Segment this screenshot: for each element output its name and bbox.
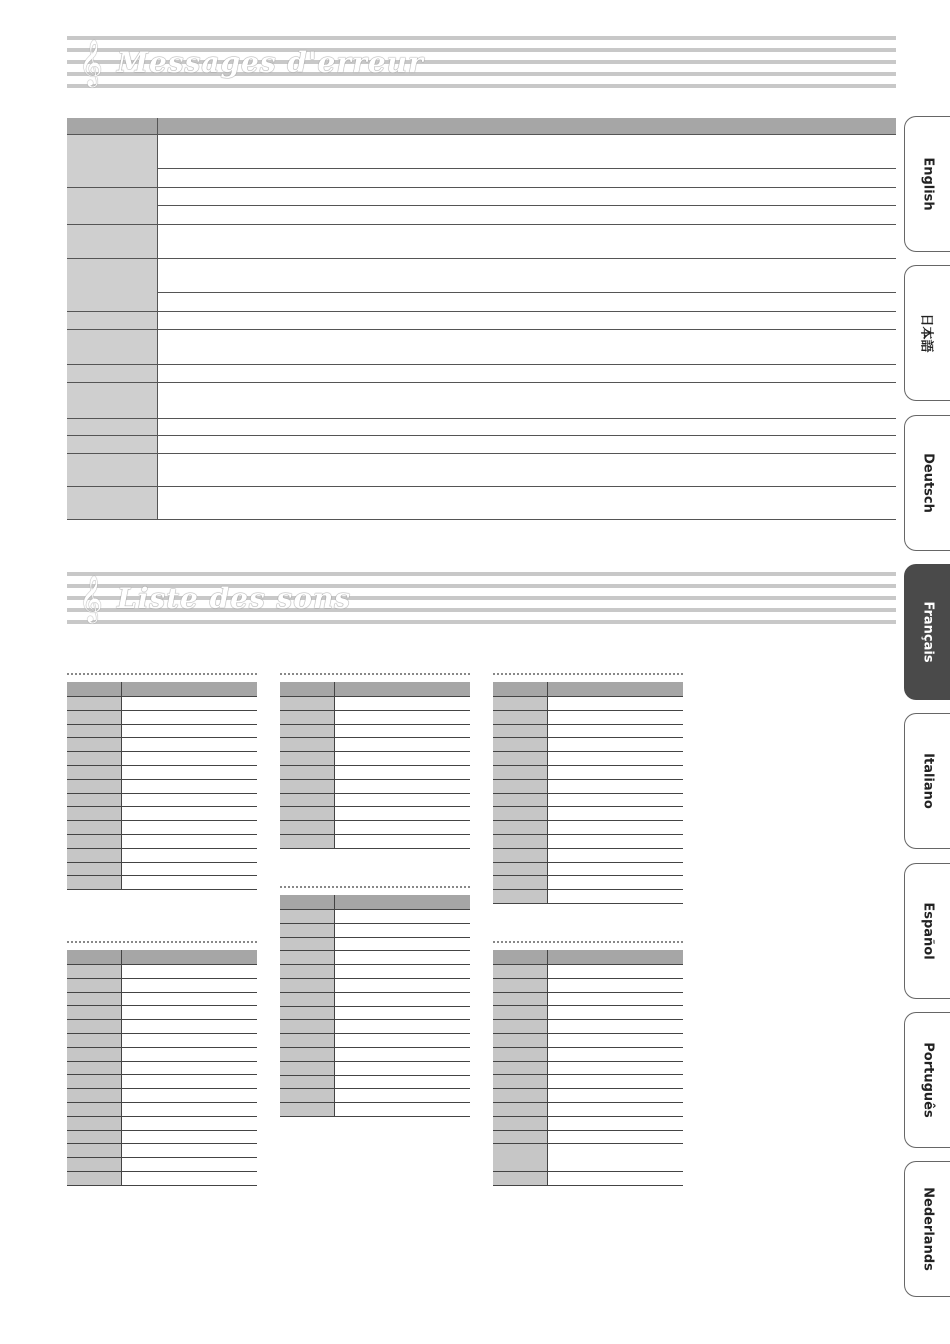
table-row — [280, 965, 470, 979]
table-row — [493, 807, 683, 821]
table-row — [280, 979, 470, 993]
language-tab[interactable] — [904, 1012, 950, 1148]
table-row — [280, 1020, 470, 1034]
table-row — [493, 725, 683, 739]
table-row — [493, 766, 683, 780]
table-row — [67, 1075, 257, 1089]
table-row — [493, 890, 683, 904]
table-row — [280, 697, 470, 711]
message-cell — [67, 383, 158, 418]
dotted-rule — [280, 886, 470, 892]
table-header — [280, 895, 470, 910]
table-row — [280, 993, 470, 1007]
table-row — [493, 794, 683, 808]
message-cell — [67, 330, 158, 364]
table-row — [280, 1007, 470, 1021]
language-tab[interactable] — [904, 713, 950, 849]
table-row — [67, 1117, 257, 1131]
table-row — [280, 752, 470, 766]
table-row — [67, 979, 257, 993]
language-tab[interactable] — [904, 1161, 950, 1297]
table-row — [280, 766, 470, 780]
table-row — [67, 259, 896, 312]
table-row — [67, 965, 257, 979]
message-cell — [67, 365, 158, 382]
table-row — [493, 1131, 683, 1145]
treble-clef-icon: 𝄞 — [79, 40, 103, 86]
table-row — [493, 1117, 683, 1131]
table-row — [67, 807, 257, 821]
dotted-rule — [493, 673, 683, 679]
table-row — [493, 752, 683, 766]
table-row — [67, 876, 257, 890]
table-row — [280, 821, 470, 835]
table-row — [493, 965, 683, 979]
table-row — [493, 1020, 683, 1034]
table-row — [280, 1062, 470, 1076]
message-cell — [67, 487, 158, 519]
message-cell — [67, 225, 158, 258]
table-row — [67, 835, 257, 849]
tone-list-table — [67, 941, 257, 1186]
table-header — [493, 950, 683, 965]
table-row — [67, 436, 896, 454]
tone-list-table — [280, 673, 470, 849]
table-row — [67, 697, 257, 711]
table-row — [280, 924, 470, 938]
table-row — [280, 835, 470, 849]
language-tab[interactable] — [904, 863, 950, 999]
table-row — [67, 780, 257, 794]
tone-list-table — [493, 673, 683, 904]
table-row — [493, 711, 683, 725]
table-row — [280, 1076, 470, 1090]
table-row — [280, 725, 470, 739]
language-tab-label: Français — [920, 601, 935, 663]
tone-list-table — [493, 941, 683, 1186]
table-row — [67, 312, 896, 330]
table-header — [493, 682, 683, 697]
table-row — [67, 135, 896, 188]
table-row — [280, 780, 470, 794]
table-header — [67, 682, 257, 697]
table-row — [67, 1020, 257, 1034]
table-row — [493, 821, 683, 835]
table-row — [280, 1089, 470, 1103]
treble-clef-icon: 𝄞 — [79, 576, 103, 622]
table-row — [67, 1089, 257, 1103]
message-cell — [67, 312, 158, 329]
staff-line — [67, 572, 896, 576]
table-row — [493, 849, 683, 863]
table-row — [67, 794, 257, 808]
language-tab[interactable] — [904, 415, 950, 551]
table-row — [67, 711, 257, 725]
table-row — [280, 938, 470, 952]
table-row — [67, 1034, 257, 1048]
section-title: Liste des sons — [117, 582, 352, 615]
language-tab-label: 日本語 — [918, 313, 933, 353]
table-row — [493, 697, 683, 711]
dotted-rule — [67, 941, 257, 947]
table-row — [493, 1103, 683, 1117]
dotted-rule — [280, 673, 470, 679]
table-row — [493, 876, 683, 890]
table-row — [67, 725, 257, 739]
table-row — [280, 1103, 470, 1117]
staff-line — [67, 620, 896, 624]
table-row — [67, 1131, 257, 1145]
table-row — [67, 383, 896, 419]
table-row — [67, 419, 896, 436]
language-tab-label: Italiano — [920, 753, 935, 809]
message-cell — [67, 188, 158, 224]
table-row — [493, 993, 683, 1007]
dotted-rule — [493, 941, 683, 947]
message-cell — [67, 259, 158, 311]
language-tab-label: Deutsch — [920, 453, 935, 513]
staff-line — [67, 36, 896, 40]
table-row — [280, 807, 470, 821]
table-row — [67, 1172, 257, 1186]
tone-list-table — [67, 673, 257, 890]
language-tab-label: Português — [920, 1042, 935, 1118]
table-row — [280, 794, 470, 808]
table-row — [493, 1048, 683, 1062]
table-row — [67, 993, 257, 1007]
table-header — [280, 682, 470, 697]
message-cell — [67, 454, 158, 486]
table-row — [493, 1089, 683, 1103]
language-tab[interactable] — [904, 564, 950, 700]
table-row — [67, 752, 257, 766]
table-row — [280, 1048, 470, 1062]
table-row — [493, 1075, 683, 1089]
table-header — [67, 118, 896, 135]
table-row — [280, 1034, 470, 1048]
message-cell — [67, 135, 158, 187]
table-row — [280, 738, 470, 752]
table-row — [67, 849, 257, 863]
language-tab-label: English — [920, 157, 935, 211]
table-row — [67, 1006, 257, 1020]
table-row — [493, 863, 683, 877]
language-tab[interactable] — [904, 265, 950, 401]
table-row — [67, 1062, 257, 1076]
table-row — [280, 711, 470, 725]
message-cell — [67, 419, 158, 435]
table-row — [67, 738, 257, 752]
table-row — [493, 979, 683, 993]
section-header-tone-list — [67, 572, 896, 626]
table-row — [493, 835, 683, 849]
table-row — [493, 1006, 683, 1020]
table-row — [493, 1144, 683, 1172]
section-title: Messages d'erreur — [117, 46, 424, 79]
section-header-error-messages — [67, 36, 896, 90]
table-row — [67, 1103, 257, 1117]
table-row — [67, 365, 896, 383]
table-row — [493, 1172, 683, 1186]
table-row — [493, 738, 683, 752]
dotted-rule — [67, 673, 257, 679]
table-row — [67, 863, 257, 877]
table-row — [280, 910, 470, 924]
language-tab[interactable] — [904, 116, 950, 252]
table-row — [67, 1144, 257, 1158]
table-row — [67, 821, 257, 835]
table-row — [493, 780, 683, 794]
table-row — [67, 188, 896, 225]
table-row — [67, 454, 896, 487]
staff-line — [67, 84, 896, 88]
tone-list-table — [280, 886, 470, 1117]
table-row — [67, 330, 896, 365]
error-message-table — [67, 118, 896, 520]
table-row — [493, 1062, 683, 1076]
table-row — [280, 951, 470, 965]
language-tab-label: Español — [920, 902, 935, 960]
table-row — [493, 1034, 683, 1048]
table-row — [67, 487, 896, 520]
table-header — [67, 950, 257, 965]
language-tab-label: Nederlands — [920, 1187, 935, 1271]
message-cell — [67, 436, 158, 453]
table-row — [67, 1048, 257, 1062]
table-row — [67, 225, 896, 259]
table-row — [67, 1158, 257, 1172]
table-row — [67, 766, 257, 780]
